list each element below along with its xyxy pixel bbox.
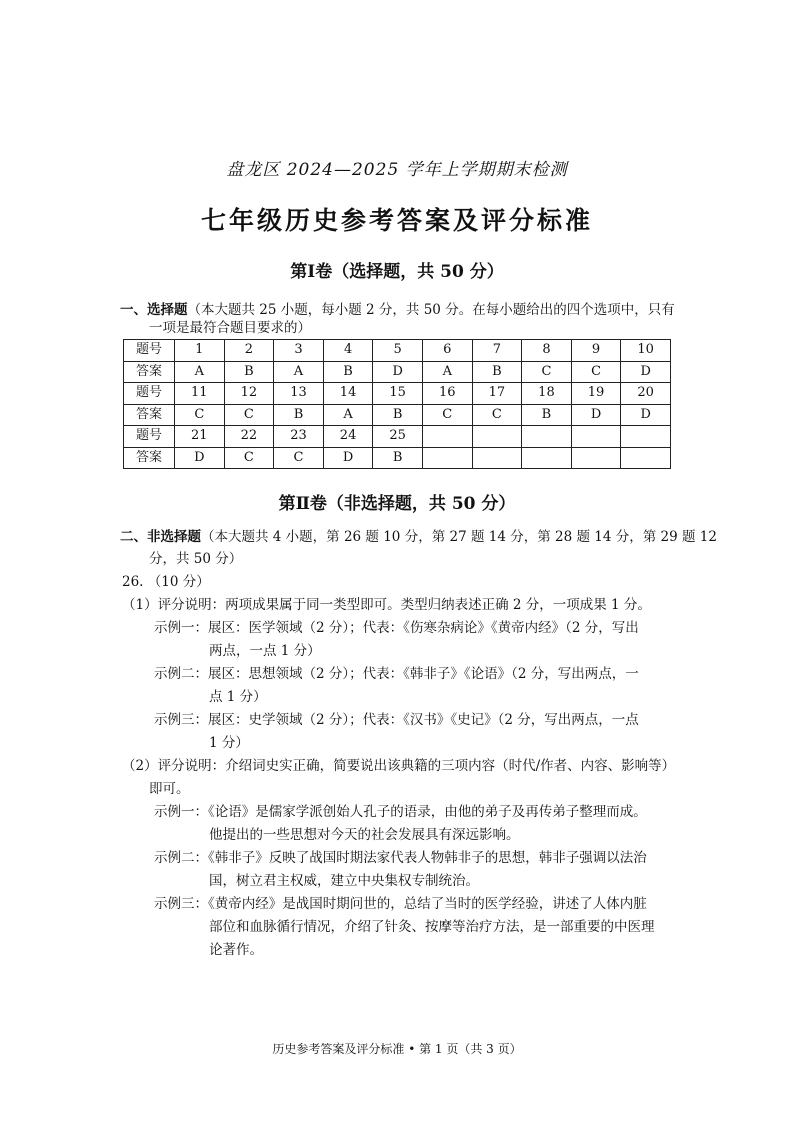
question-number-cell: 3 <box>274 340 324 362</box>
question-number-cell <box>472 426 522 448</box>
table-row <box>124 340 671 362</box>
q26-part2-example2-line2: 国，树立君主权威，建立中央集权专制统治。 <box>209 873 479 889</box>
part1-heading: 一、选择题 <box>120 302 188 318</box>
q26-part2-example2-line1: 示例二：《韩非子》反映了战国时期法家代表人物韩非子的思想，韩非子强调以法治 <box>154 850 647 866</box>
answer-cell <box>472 447 522 469</box>
part2-heading: 二、非选择题 <box>120 529 201 545</box>
answer-cell: B <box>373 447 423 469</box>
document-title: 七年级历史参考答案及评分标准 <box>200 206 593 235</box>
answer-cell: A <box>175 361 225 383</box>
question-number-cell: 22 <box>224 426 274 448</box>
answer-cell: A <box>274 361 324 383</box>
q26-part2-example1-line2: 他提出的一些思想对今天的社会发展具有深远影响。 <box>209 827 520 843</box>
question-number-cell: 9 <box>571 340 621 362</box>
question-number-cell: 17 <box>472 383 522 405</box>
answer-cell: C <box>224 404 274 426</box>
answer-cell: D <box>571 404 621 426</box>
part1-desc-line1: （本大题共 25 小题，每小题 2 分，共 50 分。在每小题给出的四个选项中，只有 <box>187 302 675 318</box>
answer-cell <box>571 447 621 469</box>
question-number-cell: 15 <box>373 383 423 405</box>
answer-cell: C <box>472 404 522 426</box>
q26-part2-example3-line2: 部位和血脉循行情况，介绍了针灸、按摩等治疗方法，是一部重要的中医理 <box>209 919 655 935</box>
q26-part1-scoring: （1）评分说明：两项成果属于同一类型即可。类型归纳表述正确 2 分，一项成果 1 分。 <box>122 597 651 613</box>
table-row <box>124 404 671 426</box>
answer-table <box>123 339 671 469</box>
q26-part2-scoring-line1: （2）评分说明：介绍词史实正确，简要说出该典籍的三项内容（时代/作者、内容、影响等） <box>122 758 676 774</box>
part2-title: 第Ⅱ卷（非选择题，共 50 分） <box>278 494 516 514</box>
question-number-cell <box>422 426 472 448</box>
q26-example1-line2: 两点，一点 1 分） <box>209 643 321 659</box>
question-number-cell: 25 <box>373 426 423 448</box>
answer-cell: C <box>224 447 274 469</box>
part2-desc-line1: （本大题共 4 小题，第 26 题 10 分，第 27 题 14 分，第 28 题 14 分，第 29 题 12 <box>201 529 717 545</box>
answer-cell: C <box>571 361 621 383</box>
table-row <box>124 447 671 469</box>
q26-example3-line1: 示例三：展区：史学领域（2 分）；代表：《汉书》《史记》（2 分，写出两点，一点 <box>154 712 639 728</box>
answer-cell: B <box>224 361 274 383</box>
q26-label: 26. （10 分） <box>122 574 210 590</box>
question-number-cell: 16 <box>422 383 472 405</box>
question-number-cell: 23 <box>274 426 324 448</box>
answer-cell: B <box>274 404 324 426</box>
question-number-cell: 4 <box>323 340 373 362</box>
answer-cell: B <box>472 361 522 383</box>
answer-cell: D <box>373 361 423 383</box>
answer-cell: C <box>274 447 324 469</box>
answer-cell <box>422 447 472 469</box>
question-number-cell: 18 <box>522 383 572 405</box>
part2-instruction-line1 <box>120 528 717 546</box>
row-label-answer: 答案 <box>124 447 175 469</box>
answer-cell: D <box>621 361 671 383</box>
part1-instruction-line1 <box>120 301 675 319</box>
question-number-cell: 5 <box>373 340 423 362</box>
answer-cell: C <box>175 404 225 426</box>
question-number-cell: 11 <box>175 383 225 405</box>
question-number-cell <box>571 426 621 448</box>
row-label-question-number: 题号 <box>124 383 175 405</box>
answer-cell <box>522 447 572 469</box>
q26-part2-example3-line3: 论著作。 <box>209 942 263 958</box>
answer-cell: D <box>323 447 373 469</box>
question-number-cell: 2 <box>224 340 274 362</box>
question-number-cell: 13 <box>274 383 324 405</box>
answer-cell: D <box>175 447 225 469</box>
row-label-question-number: 题号 <box>124 426 175 448</box>
question-number-cell <box>621 426 671 448</box>
part1-desc-line2: 一项是最符合题目要求的） <box>149 320 311 336</box>
answer-cell: A <box>422 361 472 383</box>
question-number-cell: 14 <box>323 383 373 405</box>
question-number-cell: 7 <box>472 340 522 362</box>
question-number-cell: 19 <box>571 383 621 405</box>
q26-example3-line2: 1 分） <box>209 735 249 751</box>
question-number-cell <box>522 426 572 448</box>
part1-title: 第Ⅰ卷（选择题，共 50 分） <box>290 262 504 282</box>
answer-cell: B <box>522 404 572 426</box>
q26-part2-scoring-line2: 即可。 <box>149 781 190 797</box>
table-row <box>124 361 671 383</box>
row-label-answer: 答案 <box>124 361 175 383</box>
question-number-cell: 21 <box>175 426 225 448</box>
answer-cell: C <box>522 361 572 383</box>
answer-cell: D <box>621 404 671 426</box>
row-label-question-number: 题号 <box>124 340 175 362</box>
answer-cell <box>621 447 671 469</box>
question-number-cell: 1 <box>175 340 225 362</box>
page-footer: 历史参考答案及评分标准 • 第 1 页（共 3 页） <box>272 1042 522 1056</box>
q26-example2-line2: 点 1 分） <box>209 689 267 705</box>
q26-example1-line1: 示例一：展区：医学领域（2 分）；代表：《伤寒杂病论》《黄帝内经》（2 分，写出 <box>154 620 639 636</box>
question-number-cell: 20 <box>621 383 671 405</box>
answer-cell: B <box>323 361 373 383</box>
part2-desc-line2: 分，共 50 分） <box>149 551 243 567</box>
question-number-cell: 8 <box>522 340 572 362</box>
table-row <box>124 426 671 448</box>
q26-example2-line1: 示例二：展区：思想领域（2 分）；代表：《韩非子》《论语》（2 分，写出两点，一 <box>154 666 639 682</box>
q26-part2-example3-line1: 示例三：《黄帝内经》是战国时期问世的，总结了当时的医学经验，讲述了人体内脏 <box>154 896 647 912</box>
q26-part2-example1-line1: 示例一：《论语》是儒家学派创始人孔子的语录，由他的弟子及再传弟子整理而成。 <box>154 804 647 820</box>
question-number-cell: 6 <box>422 340 472 362</box>
question-number-cell: 24 <box>323 426 373 448</box>
question-number-cell: 12 <box>224 383 274 405</box>
exam-title: 盘龙区 2024—2025 学年上学期期末检测 <box>226 160 568 180</box>
answer-cell: C <box>422 404 472 426</box>
table-row <box>124 383 671 405</box>
answer-cell: A <box>323 404 373 426</box>
row-label-answer: 答案 <box>124 404 175 426</box>
answer-cell: B <box>373 404 423 426</box>
question-number-cell: 10 <box>621 340 671 362</box>
